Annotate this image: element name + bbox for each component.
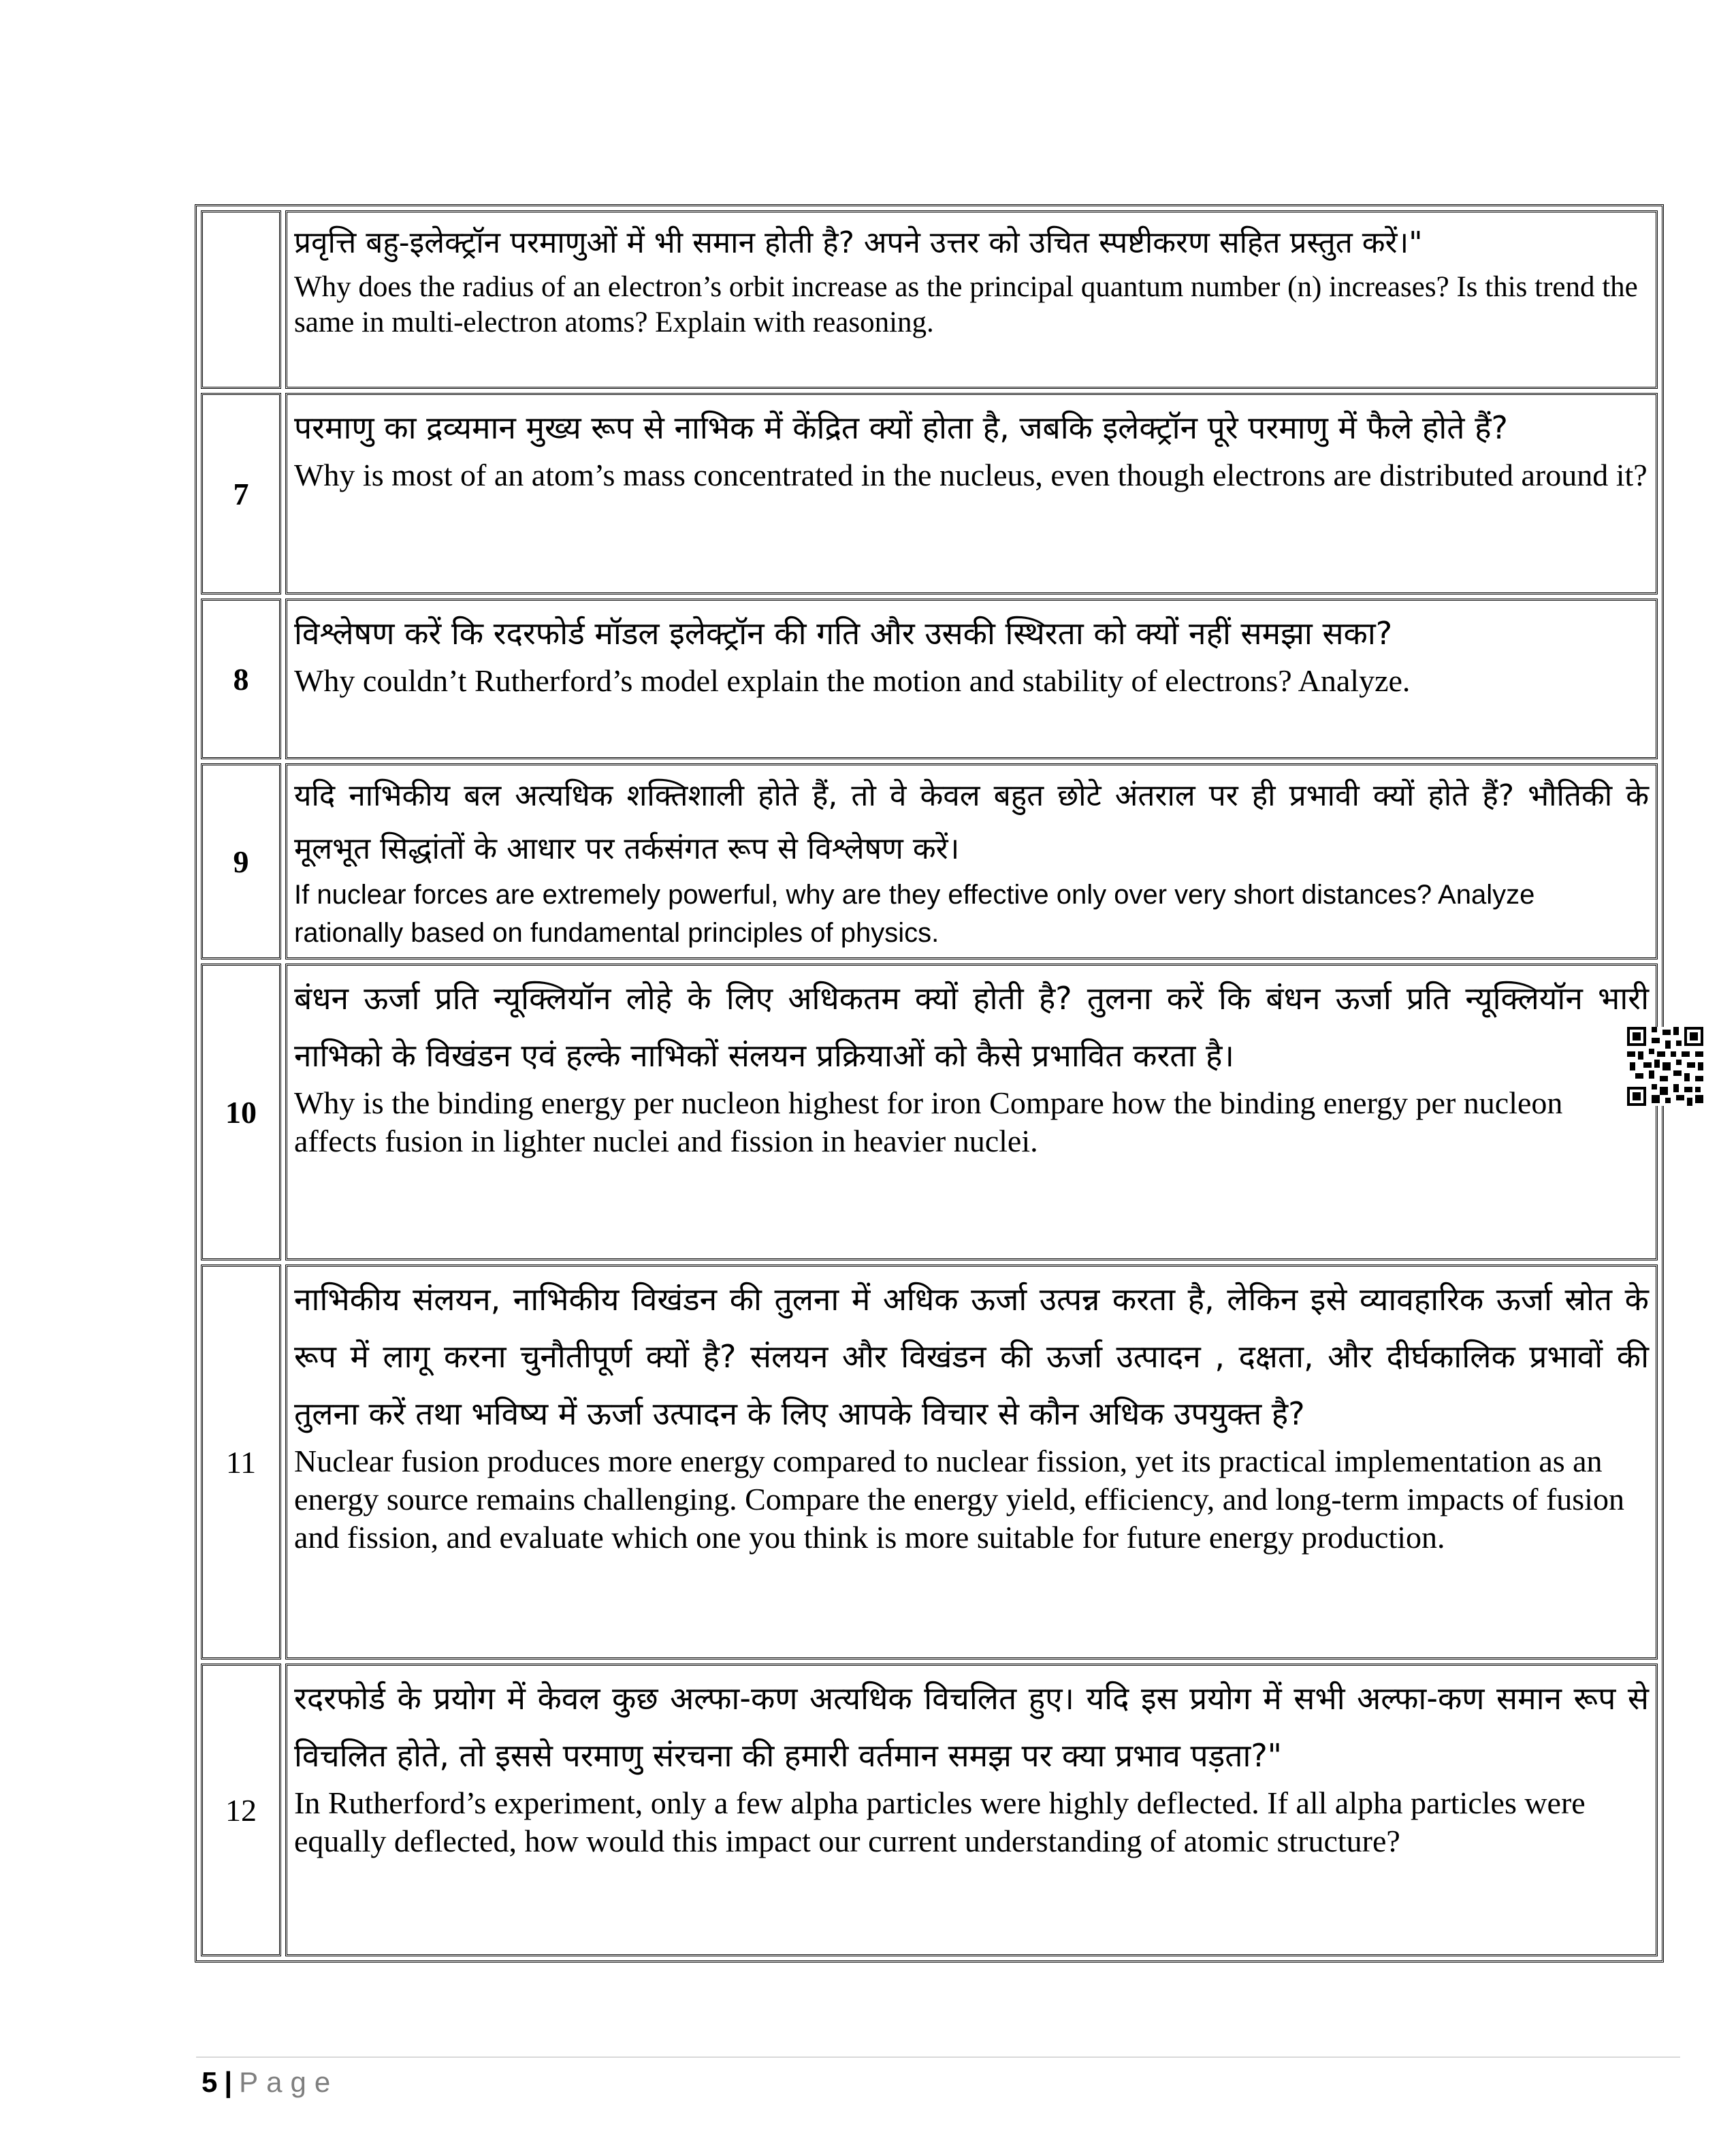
question-english: Why is the binding energy per nucleon highest for iron Compare how the binding energy per nucleon affects fusion in lighter nuclei and fission in heavier nuclei.	[294, 1085, 1563, 1158]
page-number: 5	[202, 2066, 218, 2098]
table-row	[201, 393, 1658, 594]
question-english: In Rutherford’s experiment, only a few alpha particles were highly deflected. If all alpha particles were equally deflected, how would this impact our current understanding of atomic structure?	[294, 1785, 1586, 1858]
question-cell	[285, 1664, 1658, 1956]
question-english: Why does the radius of an electron’s orbit increase as the principal quantum number (n) increases? Is this trend the same in multi-electron atoms? Explain with reasoning.	[294, 271, 1638, 338]
question-cell	[285, 763, 1658, 959]
table-row	[201, 1265, 1658, 1659]
table-row	[201, 763, 1658, 959]
footer-separator: |	[224, 2066, 233, 2098]
table-row	[201, 1664, 1658, 1956]
page-label: Page	[239, 2066, 339, 2098]
question-english: Nuclear fusion produces more energy compared to nuclear fission, yet its practical implementation as an energy source remains challenging. Compare the energy yield, efficiency, and long-term impacts of fusion and fission, and evaluate which one you think is more suitable for future energy production.	[294, 1444, 1624, 1555]
question-number: 10	[201, 964, 281, 1260]
question-hindi: बंधन ऊर्जा प्रति न्यूक्लियॉन लोहे के लिए अधिकतम क्यों होती है? तुलना करें कि बंधन ऊर्जा प्रति न्यूक्लियॉन भारी नाभिको के विखंडन एवं हल्के नाभिकों संलयन प्रक्रियाओं को कैसे प्रभावित करता है।	[294, 980, 1649, 1074]
question-number: 12	[201, 1664, 281, 1956]
question-number	[201, 210, 281, 389]
question-cell	[285, 599, 1658, 759]
question-cell	[285, 964, 1658, 1260]
question-english: Why couldn’t Rutherford’s model explain the motion and stability of electrons? Analyze.	[294, 663, 1411, 698]
question-number: 9	[201, 763, 281, 959]
question-cell	[285, 210, 1658, 389]
question-cell	[285, 393, 1658, 594]
question-hindi: परमाणु का द्रव्यमान मुख्य रूप से नाभिक में केंद्रित क्यों होता है, जबकि इलेक्ट्रॉन पूरे परमाणु में फैले होते हैं?	[294, 409, 1508, 446]
question-cell	[285, 1265, 1658, 1659]
question-english: If nuclear forces are extremely powerful, why are they effective only over very short distances? Analyze rationally based on fundamental principles of physics.	[294, 880, 1535, 948]
question-number: 8	[201, 599, 281, 759]
question-number: 11	[201, 1265, 281, 1659]
footer-divider	[196, 2056, 1680, 2058]
question-hindi: रदरफोर्ड के प्रयोग में केवल कुछ अल्फा-कण अत्यधिक विचलित हुए। यदि इस प्रयोग में सभी अल्फा-कण समान रूप से विचलित होते, तो इससे परमाणु संरचना की हमारी वर्तमान समझ पर क्या प्रभाव पड़ता?"	[294, 1680, 1649, 1774]
question-number: 7	[201, 393, 281, 594]
table-row	[201, 599, 1658, 759]
questions-table	[195, 204, 1664, 1963]
question-hindi: विश्लेषण करें कि रदरफोर्ड मॉडल इलेक्ट्रॉन की गति और उसकी स्थिरता को क्यों नहीं समझा सका?	[294, 615, 1393, 652]
question-hindi: यदि नाभिकीय बल अत्यधिक शक्तिशाली होते हैं, तो वे केवल बहुत छोटे अंतराल पर ही प्रभावी क्यों होते हैं? भौतिकी के मूलभूत सिद्धांतों के आधार पर तर्कसंगत रूप से विश्लेषण करें।	[294, 778, 1649, 866]
page-footer	[202, 2062, 338, 2103]
question-hindi: प्रवृत्ति बहु-इलेक्ट्रॉन परमाणुओं में भी समान होती है? अपने उत्तर को उचित स्पष्टीकरण सहित प्रस्तुत करें।"	[294, 225, 1423, 260]
question-hindi: नाभिकीय संलयन, नाभिकीय विखंडन की तुलना में अधिक ऊर्जा उत्पन्न करता है, लेकिन इसे व्यावहारिक ऊर्जा स्रोत के रूप में लागू करना चुनौतीपूर्ण क्यों है? संलयन और विखंडन की ऊर्जा उत्पादन , दक्षता, और दीर्घकालिक प्रभावों की तुलना करें तथा भविष्य में ऊर्जा उत्पादन के लिए आपके विचार से कौन अधिक उपयुक्त है?	[294, 1281, 1649, 1432]
table-row	[201, 210, 1658, 389]
qr-code-icon	[1627, 1027, 1703, 1106]
question-english: Why is most of an atom’s mass concentrated in the nucleus, even though electrons are distributed around it?	[294, 458, 1647, 492]
table-row	[201, 964, 1658, 1260]
